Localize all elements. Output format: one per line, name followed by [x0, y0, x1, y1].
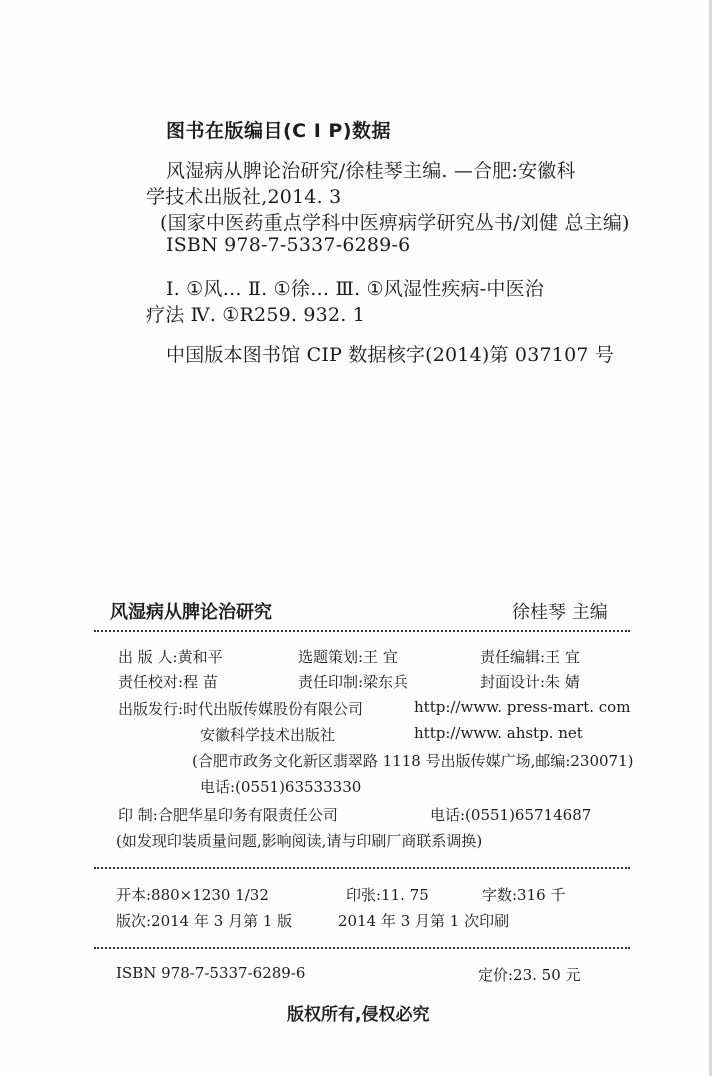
publisher-phone: 电话:(0551)63533330	[200, 778, 362, 796]
dotted-divider-bottom	[94, 947, 630, 949]
dotted-divider-top	[94, 630, 630, 632]
publisher-address: (合肥市政务文化新区翡翠路 1118 号出版传媒广场,邮编:230071)	[192, 752, 634, 770]
price: 定价:23. 50 元	[478, 966, 581, 984]
book-format: 开本:880×1230 1/32	[116, 886, 269, 904]
copyright-notice: 版权所有,侵权必究	[287, 1005, 430, 1025]
cover-designer: 封面设计:朱 婧	[480, 673, 580, 691]
distributor-url: http://www. press-mart. com	[414, 698, 631, 716]
proofreader: 责任校对:程 苗	[118, 673, 218, 691]
topic-planner: 选题策划:王 宜	[298, 648, 398, 666]
quality-note: (如发现印装质量问题,影响阅读,请与印刷厂商联系调换)	[116, 832, 483, 850]
publisher-name: 安徽科学技术出版社	[200, 726, 336, 744]
printed-sheets: 印张:11. 75	[346, 886, 429, 904]
publisher-person: 出 版 人:黄和平	[118, 648, 223, 666]
printer: 印 制:合肥华星印务有限责任公司	[118, 806, 338, 824]
imprint-author: 徐桂琴 主编	[512, 602, 608, 623]
responsible-editor: 责任编辑:王 宜	[480, 648, 580, 666]
cip-classification-line2: 疗法 Ⅳ. ①R259. 932. 1	[146, 304, 366, 326]
cip-classification-line1: Ⅰ. ①风… Ⅱ. ①徐… Ⅲ. ①风湿性疾病-中医治	[166, 278, 544, 300]
publisher-url: http://www. ahstp. net	[414, 724, 583, 742]
cip-series-line: (国家中医药重点学科中医痹病学研究丛书/刘健 总主编)	[160, 212, 630, 234]
dotted-divider-middle	[94, 867, 630, 869]
imprint-isbn: ISBN 978-7-5337-6289-6	[116, 964, 306, 982]
print-supervisor: 责任印制:梁东兵	[298, 673, 409, 691]
edition: 版次:2014 年 3 月第 1 版	[116, 912, 293, 930]
cip-publisher-line: 学技术出版社,2014. 3	[146, 186, 342, 208]
cip-record-number: 中国版本图书馆 CIP 数据核字(2014)第 037107 号	[166, 344, 615, 366]
distributor: 出版发行:时代出版传媒股份有限公司	[118, 700, 364, 718]
printer-phone: 电话:(0551)65714687	[430, 806, 592, 824]
printing: 2014 年 3 月第 1 次印刷	[338, 912, 510, 930]
cip-isbn: ISBN 978-7-5337-6289-6	[166, 234, 411, 256]
cip-heading: 图书在版编目(C I P)数据	[166, 120, 392, 142]
imprint-title: 风湿病从脾论治研究	[110, 602, 272, 623]
cip-title-line: 风湿病从脾论治研究/徐桂琴主编. —合肥:安徽科	[166, 160, 576, 182]
word-count: 字数:316 千	[482, 886, 566, 904]
